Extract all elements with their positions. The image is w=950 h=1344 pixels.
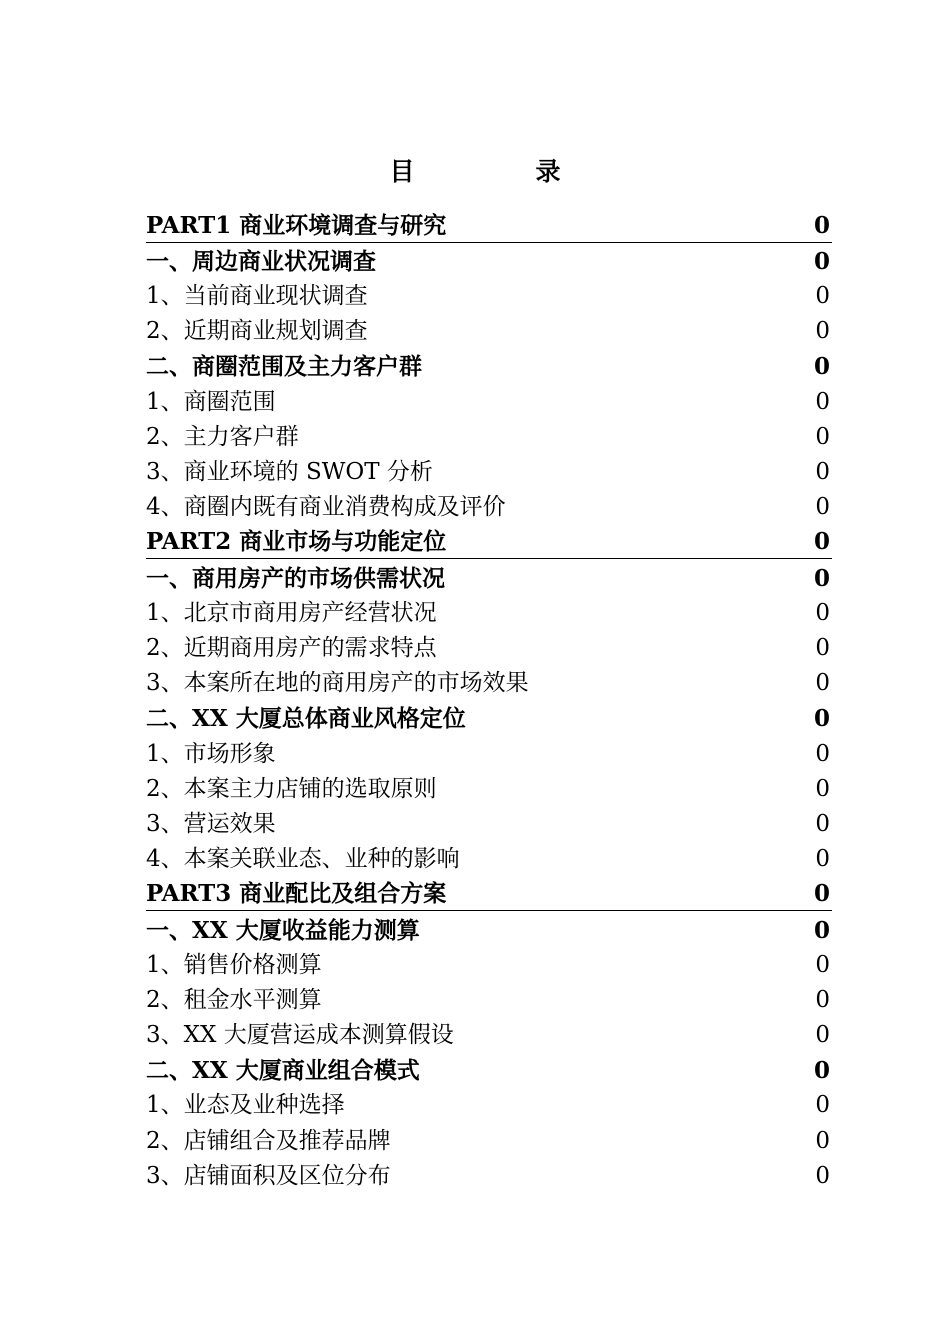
toc-entry-item[interactable]: [146, 807, 832, 842]
toc-entry-label: 2、主力客户群: [146, 423, 299, 450]
toc-entry-label: 1、北京市商用房产经营状况: [146, 600, 437, 627]
toc-entry-page-number: 0: [815, 283, 830, 310]
toc-entry-label: PART2 商业市场与功能定位: [146, 528, 447, 556]
toc-entry-page-number: 0: [815, 775, 830, 802]
toc-entry-item[interactable]: [146, 596, 832, 631]
toc-entry-page-number: 0: [815, 1022, 830, 1049]
toc-entry-page-number: 0: [815, 952, 830, 979]
toc-entry-page-number: 0: [813, 916, 830, 944]
toc-entry-section[interactable]: [146, 244, 832, 279]
toc-entry-label: 3、本案所在地的商用房产的市场效果: [146, 670, 529, 697]
toc-entry-label: 1、商圈范围: [146, 388, 276, 415]
toc-entry-item[interactable]: [146, 772, 832, 807]
toc-entry-page-number: 0: [813, 880, 830, 908]
toc-entry-page-number: 0: [815, 1162, 830, 1189]
toc-entry-page-number: 0: [815, 635, 830, 662]
toc-entry-item[interactable]: [146, 455, 832, 490]
toc-entry-page-number: 0: [813, 248, 830, 276]
toc-entry-label: 二、商圈范围及主力客户群: [146, 353, 422, 381]
toc-entry-label: 2、近期商业规划调查: [146, 318, 368, 345]
toc-entry-part[interactable]: [146, 208, 832, 243]
toc-entry-part[interactable]: [146, 525, 832, 560]
toc-entry-item[interactable]: [146, 1088, 832, 1123]
toc-entry-page-number: 0: [813, 1057, 830, 1085]
toc-entry-page-number: 0: [815, 423, 830, 450]
toc-entry-label: 4、商圈内既有商业消费构成及评价: [146, 493, 506, 520]
toc-entry-item[interactable]: [146, 279, 832, 314]
toc-entry-item[interactable]: [146, 1159, 832, 1194]
toc-entry-item[interactable]: [146, 842, 832, 877]
toc-entry-section[interactable]: [146, 349, 832, 384]
toc-entry-item[interactable]: [146, 1123, 832, 1158]
toc-entry-section[interactable]: [146, 1053, 832, 1088]
toc-entry-page-number: 0: [815, 740, 830, 767]
toc-entry-label: 二、XX 大厦商业组合模式: [146, 1057, 420, 1085]
toc-entry-item[interactable]: [146, 631, 832, 666]
toc-entry-page-number: 0: [815, 388, 830, 415]
toc-entry-label: PART1 商业环境调查与研究: [146, 211, 447, 239]
toc-entry-label: 2、近期商用房产的需求特点: [146, 635, 437, 662]
toc-entry-page-number: 0: [815, 318, 830, 345]
toc-entry-item[interactable]: [146, 490, 832, 525]
toc-title: 目 录: [389, 157, 609, 186]
toc-entry-label: 1、业态及业种选择: [146, 1092, 345, 1119]
toc-entry-page-number: 0: [815, 670, 830, 697]
toc-entry-section[interactable]: [146, 701, 832, 736]
toc-entry-label: 2、租金水平测算: [146, 987, 322, 1014]
toc-entry-page-number: 0: [815, 810, 830, 837]
toc-entry-item[interactable]: [146, 384, 832, 419]
toc-entry-page-number: 0: [815, 493, 830, 520]
toc-entry-page-number: 0: [815, 1092, 830, 1119]
toc-entry-label: 1、当前商业现状调查: [146, 283, 368, 310]
toc-entry-page-number: 0: [815, 987, 830, 1014]
toc-entry-label: 1、销售价格测算: [146, 952, 322, 979]
toc-entry-label: 二、XX 大厦总体商业风格定位: [146, 705, 466, 733]
toc-entry-item[interactable]: [146, 948, 832, 983]
toc-entry-label: 2、店铺组合及推荐品牌: [146, 1127, 391, 1154]
toc-entry-label: 2、本案主力店铺的选取原则: [146, 775, 437, 802]
toc-entry-label: 1、市场形象: [146, 740, 276, 767]
toc-entry-item[interactable]: [146, 420, 832, 455]
toc-entry-section[interactable]: [146, 561, 832, 596]
toc-entry-page-number: 0: [813, 528, 830, 556]
toc-entry-label: 3、XX 大厦营运成本测算假设: [146, 1022, 454, 1049]
toc-entry-page-number: 0: [815, 845, 830, 872]
toc-entry-page-number: 0: [815, 458, 830, 485]
toc-entry-item[interactable]: [146, 1018, 832, 1053]
toc-entry-item[interactable]: [146, 983, 832, 1018]
toc-entry-item[interactable]: [146, 314, 832, 349]
toc-list: [146, 208, 832, 1194]
toc-entry-label: 4、本案关联业态、业种的影响: [146, 845, 460, 872]
toc-entry-label: 3、商业环境的 SWOT 分析: [146, 458, 433, 485]
toc-entry-page-number: 0: [813, 705, 830, 733]
toc-entry-item[interactable]: [146, 666, 832, 701]
toc-entry-page-number: 0: [815, 1127, 830, 1154]
toc-entry-label: 一、商用房产的市场供需状况: [146, 565, 445, 593]
toc-entry-label: 一、周边商业状况调查: [146, 248, 376, 276]
toc-entry-section[interactable]: [146, 913, 832, 948]
toc-entry-page-number: 0: [813, 353, 830, 381]
toc-entry-label: 3、营运效果: [146, 810, 276, 837]
toc-entry-label: 3、店铺面积及区位分布: [146, 1162, 391, 1189]
toc-entry-page-number: 0: [815, 600, 830, 627]
toc-entry-part[interactable]: [146, 877, 832, 912]
toc-entry-page-number: 0: [813, 211, 830, 239]
toc-entry-page-number: 0: [813, 565, 830, 593]
toc-entry-label: 一、XX 大厦收益能力测算: [146, 916, 420, 944]
toc-entry-item[interactable]: [146, 736, 832, 771]
toc-entry-label: PART3 商业配比及组合方案: [146, 880, 447, 908]
